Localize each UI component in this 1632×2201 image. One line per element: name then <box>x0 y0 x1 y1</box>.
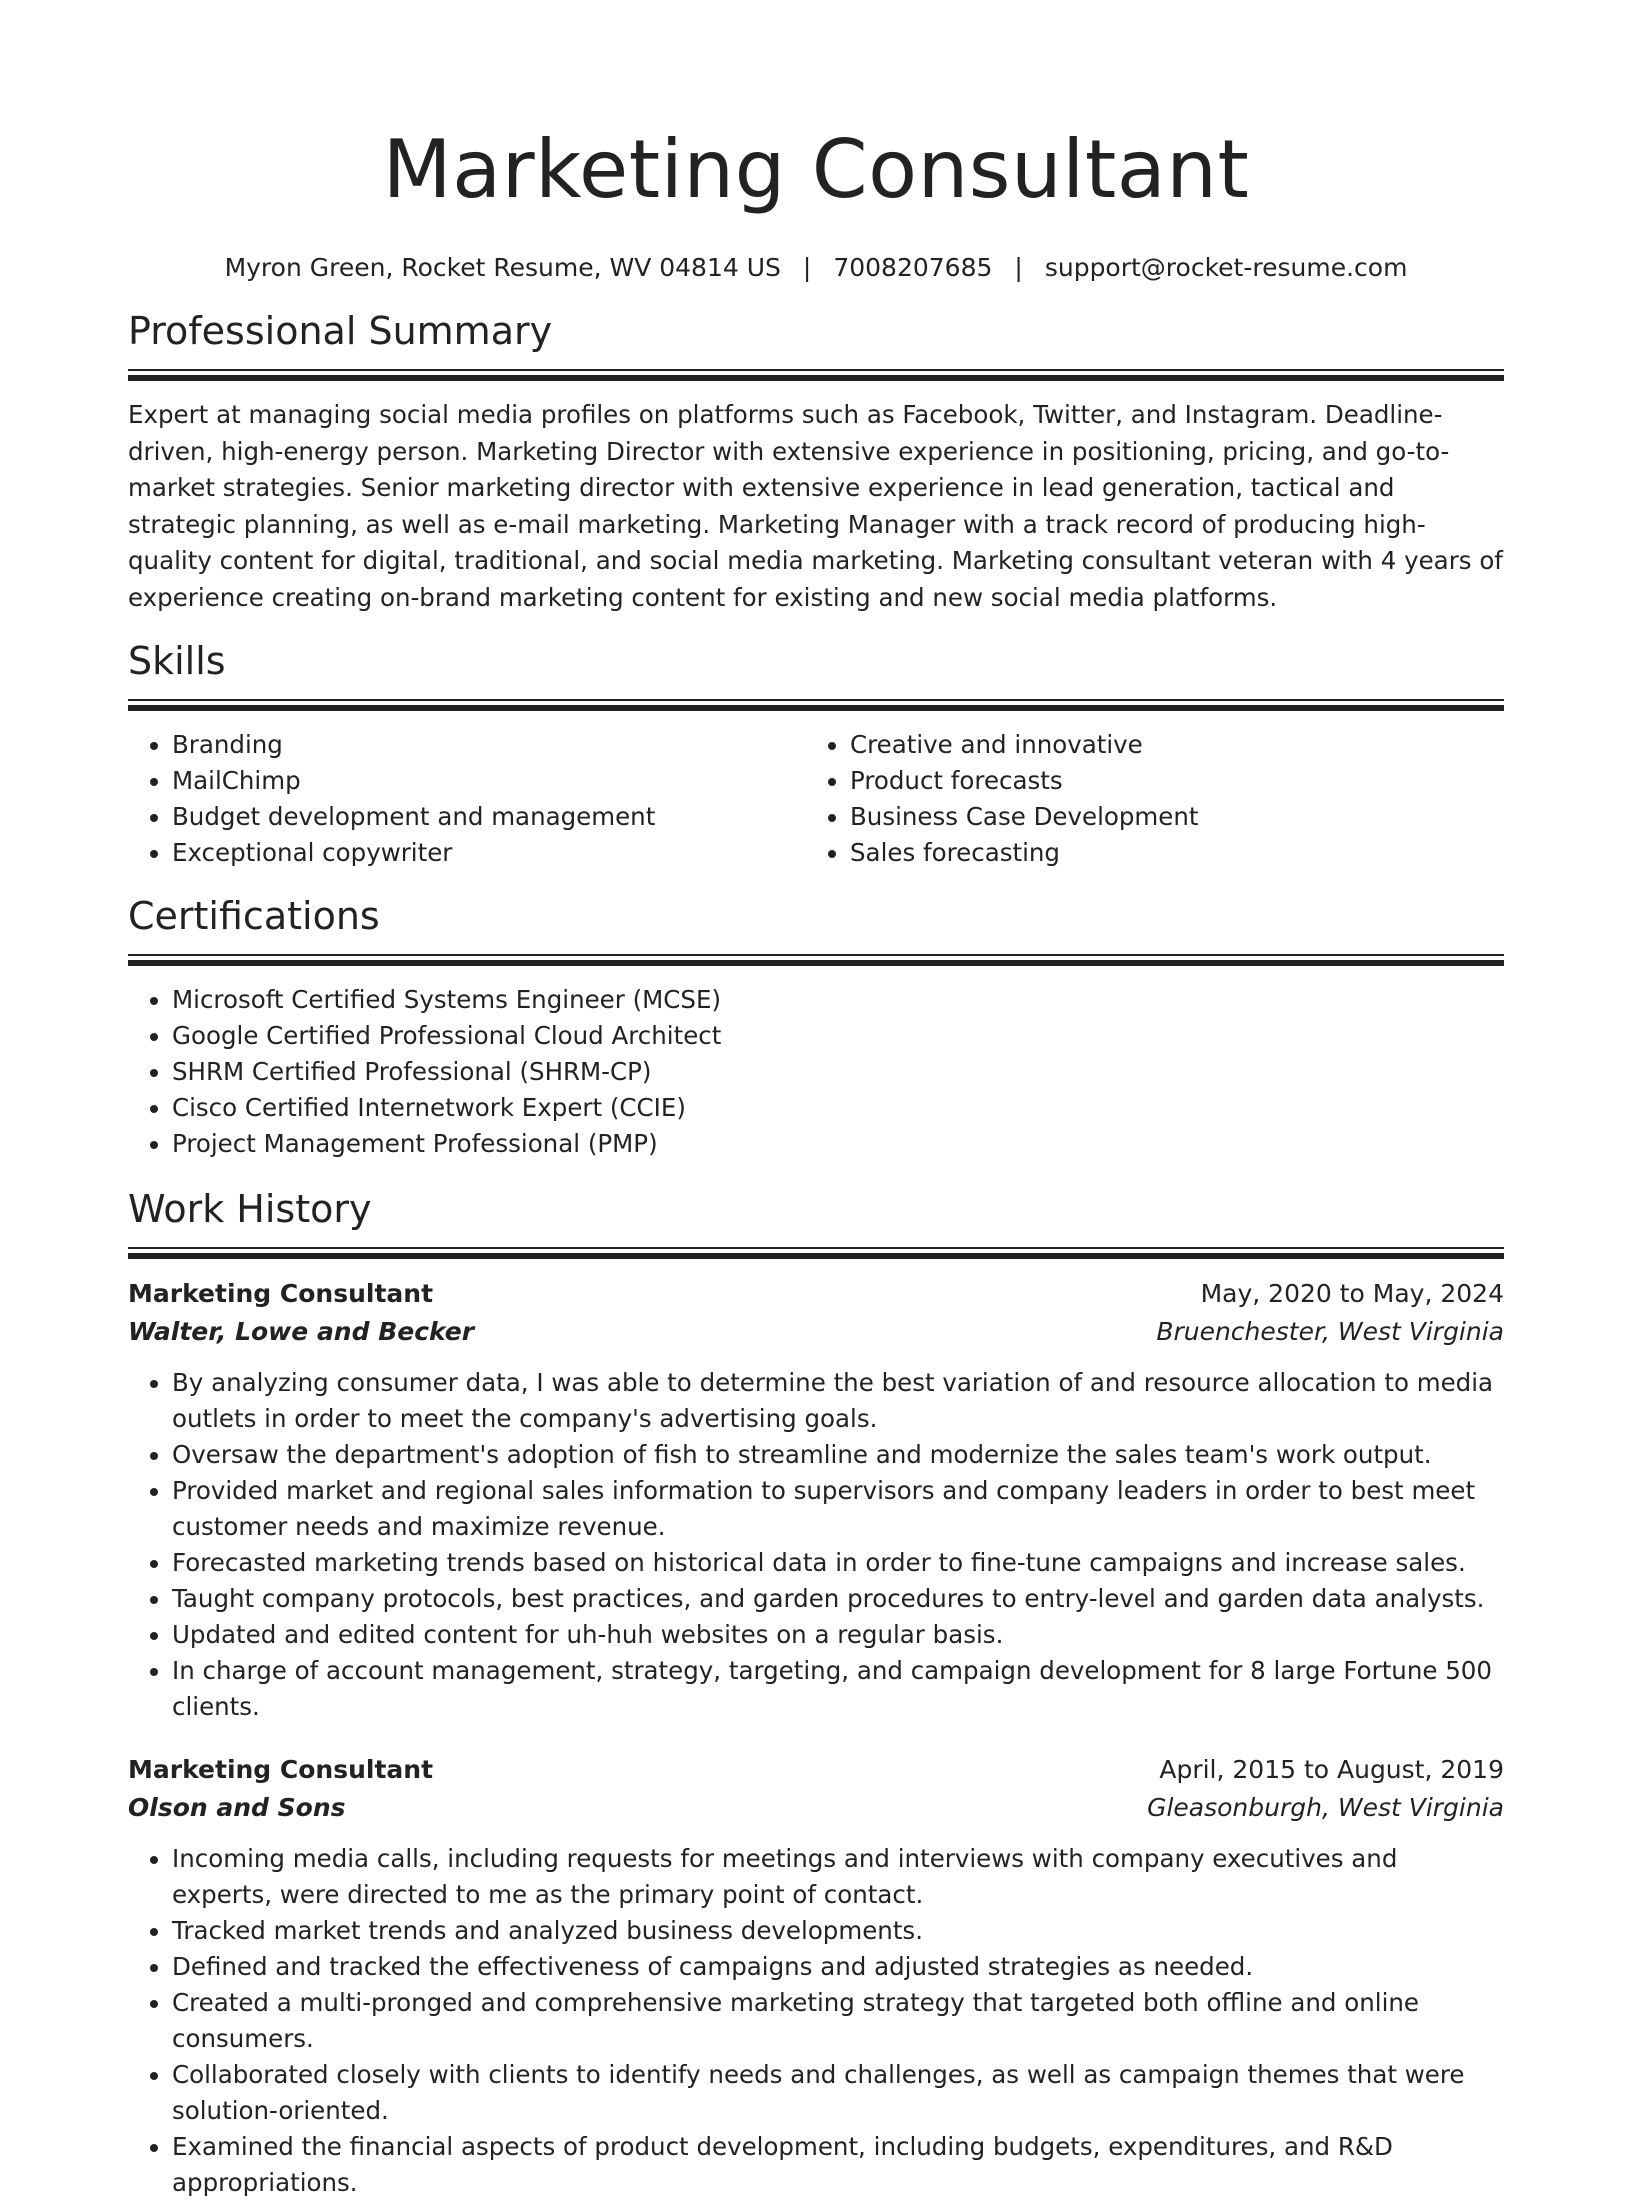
job-header-row <box>128 1275 1504 1313</box>
contact-separator: | <box>1014 253 1023 282</box>
job-duty: • Forecasted marketing trends based on historical data in order to fine-tune campaigns and increase sales. <box>172 1545 1504 1581</box>
job-duty: • Updated and edited content for uh-huh websites on a regular basis. <box>172 1617 1504 1653</box>
skills-section <box>128 636 1504 871</box>
work-history-section <box>128 1184 1504 2201</box>
job-company-row <box>128 1313 1504 1351</box>
summary-text: Expert at managing social media profiles on platforms such as Facebook, Twitter, and Instagram. Deadline-driven, high-energy person. Marketing Director with extensive experience in positioning, pricing, and go-to-market strategies. Senior marketing director with extensive experience in lead generation, tactical and strategic planning, as well as e-mail marketing. Marketing Manager with a track record of producing high-quality content for digital, traditional, and social media marketing. Marketing consultant veteran with 4 years of experience creating on-brand marketing content for existing and new social media platforms. <box>128 400 1503 612</box>
contact-phone: 7008207685 <box>833 253 993 282</box>
section-divider <box>128 369 1504 381</box>
section-divider <box>128 954 1504 966</box>
job-entry <box>128 1751 1504 2201</box>
job-duty: • Incoming media calls, including requests for meetings and interviews with company executives and experts, were directed to me as the primary point of contact. <box>172 1841 1504 1913</box>
job-duty: • Created a multi-pronged and comprehensive marketing strategy that targeted both offline and online consumers. <box>172 1985 1504 2057</box>
resume-title: Marketing Consultant <box>382 123 1250 216</box>
summary-section <box>128 306 1504 616</box>
section-divider <box>128 1247 1504 1259</box>
skill-item: • Product forecasts <box>850 763 1504 799</box>
skill-item: • Branding <box>172 727 806 763</box>
job-dates: May, 2020 to May, 2024 <box>1200 1279 1504 1308</box>
job-duty: • Taught company protocols, best practices, and garden procedures to entry-level and garden data analysts. <box>172 1581 1504 1617</box>
job-company: Olson and Sons <box>128 1793 346 1822</box>
skills-grid <box>128 727 1504 871</box>
job-title: Marketing Consultant <box>128 1279 434 1308</box>
skills-column-right <box>806 727 1504 871</box>
job-dates: April, 2015 to August, 2019 <box>1159 1755 1504 1784</box>
job-header-row <box>128 1751 1504 1789</box>
contact-email: support@rocket-resume.com <box>1044 253 1408 282</box>
contact-line <box>128 250 1504 286</box>
certification-item: • Cisco Certified Internetwork Expert (CCIE) <box>172 1090 1504 1126</box>
job-title: Marketing Consultant <box>128 1755 434 1784</box>
certification-item: • Microsoft Certified Systems Engineer (MCSE) <box>172 982 1504 1018</box>
skill-item: • MailChimp <box>172 763 806 799</box>
skill-item: • Creative and innovative <box>850 727 1504 763</box>
skill-item: • Exceptional copywriter <box>172 835 806 871</box>
contact-separator: | <box>802 253 812 282</box>
section-heading: Skills <box>128 639 226 683</box>
job-duty: • By analyzing consumer data, I was able to determine the best variation of and resource allocation to media outlets in order to meet the company's advertising goals. <box>172 1365 1504 1437</box>
certification-item: • Google Certified Professional Cloud Architect <box>172 1018 1504 1054</box>
certification-list <box>128 982 1504 1162</box>
job-duty: • In charge of account management, strategy, targeting, and campaign development for 8 large Fortune 500 clients. <box>172 1653 1504 1725</box>
job-duty: • Examined the financial aspects of product development, including budgets, expenditures, and R&D appropriations. <box>172 2129 1504 2201</box>
contact-address: Myron Green, Rocket Resume, WV 04814 US <box>224 253 781 282</box>
job-duties-list <box>128 1365 1504 1725</box>
job-duty: • Oversaw the department's adoption of fish to streamline and modernize the sales team's work output. <box>172 1437 1504 1473</box>
certification-item: • SHRM Certified Professional (SHRM-CP) <box>172 1054 1504 1090</box>
job-duty: • Defined and tracked the effectiveness of campaigns and adjusted strategies as needed. <box>172 1949 1504 1985</box>
job-entry <box>128 1275 1504 1725</box>
job-duty: • Tracked market trends and analyzed business developments. <box>172 1913 1504 1949</box>
certifications-section <box>128 891 1504 1162</box>
skill-item: • Budget development and management <box>172 799 806 835</box>
skills-column-left <box>128 727 806 871</box>
job-duty: • Provided market and regional sales information to supervisors and company leaders in order to best meet customer needs and maximize revenue. <box>172 1473 1504 1545</box>
job-location: Bruenchester, West Virginia <box>1156 1317 1504 1346</box>
section-heading: Work History <box>128 1187 372 1231</box>
section-heading: Professional Summary <box>128 309 553 353</box>
section-heading: Certifications <box>128 894 380 938</box>
job-company: Walter, Lowe and Becker <box>128 1317 475 1346</box>
certification-item: • Project Management Professional (PMP) <box>172 1126 1504 1162</box>
skill-item: • Business Case Development <box>850 799 1504 835</box>
job-duty: • Collaborated closely with clients to identify needs and challenges, as well as campaign themes that were solution-oriented. <box>172 2057 1504 2129</box>
job-duties-list <box>128 1841 1504 2201</box>
job-location: Gleasonburgh, West Virginia <box>1147 1793 1504 1822</box>
section-divider <box>128 699 1504 711</box>
job-company-row <box>128 1789 1504 1827</box>
skill-item: • Sales forecasting <box>850 835 1504 871</box>
